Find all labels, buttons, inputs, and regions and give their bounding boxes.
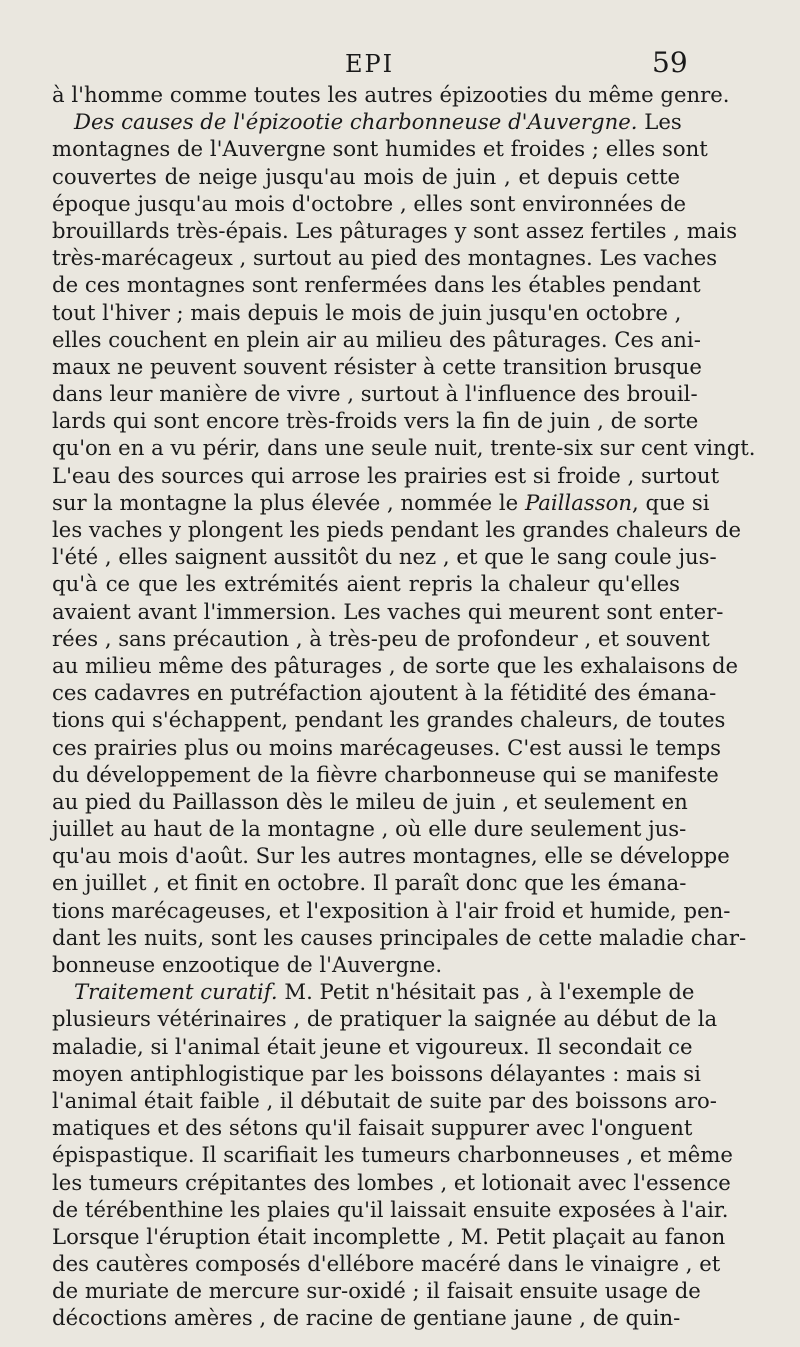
text-segment: rées , sans précaution , à très-peu de profondeur , et souvent xyxy=(52,625,710,651)
text-segment: l'été , elles saignent aussitôt du nez , et que le sang coule jus- xyxy=(52,544,717,570)
text-line xyxy=(52,706,726,733)
text-segment: en juillet , et finit en octobre. Il paraît donc que les émana- xyxy=(52,870,687,896)
text-segment: lards qui sont encore très-froids vers la fin de juin , de sorte xyxy=(52,408,699,434)
text-segment: couvertes de neige jusqu'au mois de juin , et depuis cette xyxy=(52,163,680,189)
italic-segment: Traitement curatif. xyxy=(74,979,278,1005)
text-segment: juillet au haut de la montagne , où elle dure seulement jus- xyxy=(52,816,687,842)
text-line xyxy=(52,815,687,842)
text-line xyxy=(52,788,688,815)
text-segment: très-marécageux , surtout au pied des montagnes. Les vaches xyxy=(52,245,718,271)
text-segment: de muriate de mercure sur-oxidé ; il faisait ensuite usage de xyxy=(52,1278,701,1304)
text-segment: maladie, si l'animal était jeune et vigoureux. Il secondait ce xyxy=(52,1033,693,1059)
text-line xyxy=(52,1033,693,1060)
text-line xyxy=(52,244,718,271)
text-line xyxy=(52,869,687,896)
body-text xyxy=(52,81,756,1332)
text-line xyxy=(52,1277,701,1304)
text-line xyxy=(52,1005,718,1032)
text-segment: bonneuse enzootique de l'Auvergne. xyxy=(52,952,443,977)
text-line xyxy=(52,1304,680,1331)
text-line xyxy=(52,1087,717,1114)
text-line xyxy=(52,353,702,380)
text-line xyxy=(52,407,699,434)
text-line xyxy=(52,462,720,489)
text-segment: brouillards très-épais. Les pâturages y sont assez fertiles , mais xyxy=(52,217,738,243)
text-segment: qu'à ce que les extrémités aient repris la chaleur qu'elles xyxy=(52,571,680,597)
text-segment: elles couchent en plein air au milieu des pâturages. Ces ani- xyxy=(52,326,701,352)
text-segment: maux ne peuvent souvent résister à cette transition brusque xyxy=(52,353,702,379)
text-segment: au pied du Paillasson dès le mileu de juin , et seulement en xyxy=(52,788,688,814)
text-line xyxy=(52,81,730,108)
text-segment: plusieurs vétérinaires , de pratiquer la saignée au début de la xyxy=(52,1006,718,1032)
italic-segment: Des causes de l'épizootie charbonneuse d'Auvergne. xyxy=(74,109,638,135)
text-line xyxy=(52,1060,701,1087)
text-line xyxy=(52,217,738,244)
text-segment: tout l'hiver ; mais depuis le mois de juin jusqu'en octobre , xyxy=(52,299,682,325)
text-line xyxy=(52,1169,731,1196)
text-segment: au milieu même des pâturages , de sorte que les exhalaisons de xyxy=(52,652,739,678)
text-segment: ces prairies plus ou moins marécageuses. C'est aussi le temps xyxy=(52,734,722,760)
text-segment: épispastique. Il scarifiait les tumeurs charbonneuses , et même xyxy=(52,1142,733,1168)
text-line xyxy=(52,570,680,597)
text-segment: à l'homme comme toutes les autres épizooties du même genre. xyxy=(52,82,730,107)
running-title: EPI xyxy=(345,50,395,78)
text-line xyxy=(52,543,717,570)
text-line xyxy=(52,326,701,353)
text-segment: M. Petit n'hésitait pas , à l'exemple de xyxy=(277,979,695,1005)
text-line xyxy=(52,163,680,190)
text-line xyxy=(52,489,710,516)
text-segment: qu'on en a vu périr, dans une seule nuit, trente-six sur cent vingt. xyxy=(52,435,756,461)
text-segment: l'animal était faible , il débutait de suite par des boissons aro- xyxy=(52,1087,717,1113)
text-line xyxy=(52,652,739,679)
text-segment: L'eau des sources qui arrose les prairies est si froide , surtout xyxy=(52,462,720,488)
text-line xyxy=(52,679,717,706)
text-line xyxy=(52,1223,726,1250)
text-segment: tions marécageuses, et l'exposition à l'air froid et humide, pen- xyxy=(52,897,731,923)
text-segment: avaient avant l'immersion. Les vaches qui meurent sont enter- xyxy=(52,598,724,624)
text-segment: de ces montagnes sont renfermées dans les étables pendant xyxy=(52,272,701,298)
text-line xyxy=(52,897,731,924)
text-segment: du développement de la fièvre charbonneuse qui se manifeste xyxy=(52,761,719,787)
text-line xyxy=(52,1250,721,1277)
text-line xyxy=(52,271,701,298)
text-segment: les vaches y plongent les pieds pendant les grandes chaleurs de xyxy=(52,517,741,542)
text-line xyxy=(52,978,695,1005)
text-segment: des cautères composés d'ellébore macéré dans le vinaigre , et xyxy=(52,1251,721,1277)
page-number: 59 xyxy=(652,46,688,79)
text-line xyxy=(52,299,680,326)
text-line xyxy=(52,842,730,869)
text-line xyxy=(52,1114,693,1141)
text-segment: ces cadavres en putréfaction ajoutent à la fétidité des émana- xyxy=(52,680,717,706)
text-line xyxy=(52,734,722,761)
text-line xyxy=(52,924,747,951)
text-segment: matiques et des sétons qu'il faisait suppurer avec l'onguent xyxy=(52,1115,693,1141)
text-segment: montagnes de l'Auvergne sont humides et froides ; elles sont xyxy=(52,136,708,162)
text-line xyxy=(52,135,708,162)
text-segment: moyen antiphlogistique par les boissons délayantes : mais si xyxy=(52,1060,701,1086)
text-segment: , que si xyxy=(631,489,710,515)
text-line xyxy=(52,951,680,978)
text-segment: tions qui s'échappent, pendant les grandes chaleurs, de toutes xyxy=(52,707,726,733)
text-line xyxy=(52,380,698,407)
text-segment: Lorsque l'éruption était incomplette , M. Petit plaçait au fanon xyxy=(52,1223,726,1249)
text-segment: dant les nuits, sont les causes principales de cette maladie char- xyxy=(52,924,747,950)
text-segment: sur la montagne la plus élevée , nommée le xyxy=(52,489,525,515)
text-segment: époque jusqu'au mois d'octobre , elles sont environnées de xyxy=(52,190,687,216)
italic-segment: Paillasson xyxy=(524,489,632,515)
text-line xyxy=(52,434,756,461)
text-segment: les tumeurs crépitantes des lombes , et lotionait avec l'essence xyxy=(52,1169,731,1195)
text-line xyxy=(52,108,680,135)
text-segment: Les xyxy=(637,109,682,135)
text-segment: qu'au mois d'août. Sur les autres montagnes, elle se développe xyxy=(52,843,730,869)
running-head xyxy=(0,40,800,80)
text-line xyxy=(52,598,724,625)
text-line xyxy=(52,1196,729,1223)
text-segment: de térébenthine les plaies qu'il laissait ensuite exposées à l'air. xyxy=(52,1196,729,1222)
text-segment: décoctions amères , de racine de gentiane jaune , de quin- xyxy=(52,1305,681,1331)
text-segment: dans leur manière de vivre , surtout à l'influence des brouil- xyxy=(52,381,698,407)
text-line xyxy=(52,516,741,543)
text-line xyxy=(52,761,719,788)
text-line xyxy=(52,625,710,652)
text-line xyxy=(52,1141,733,1168)
text-line xyxy=(52,190,687,217)
